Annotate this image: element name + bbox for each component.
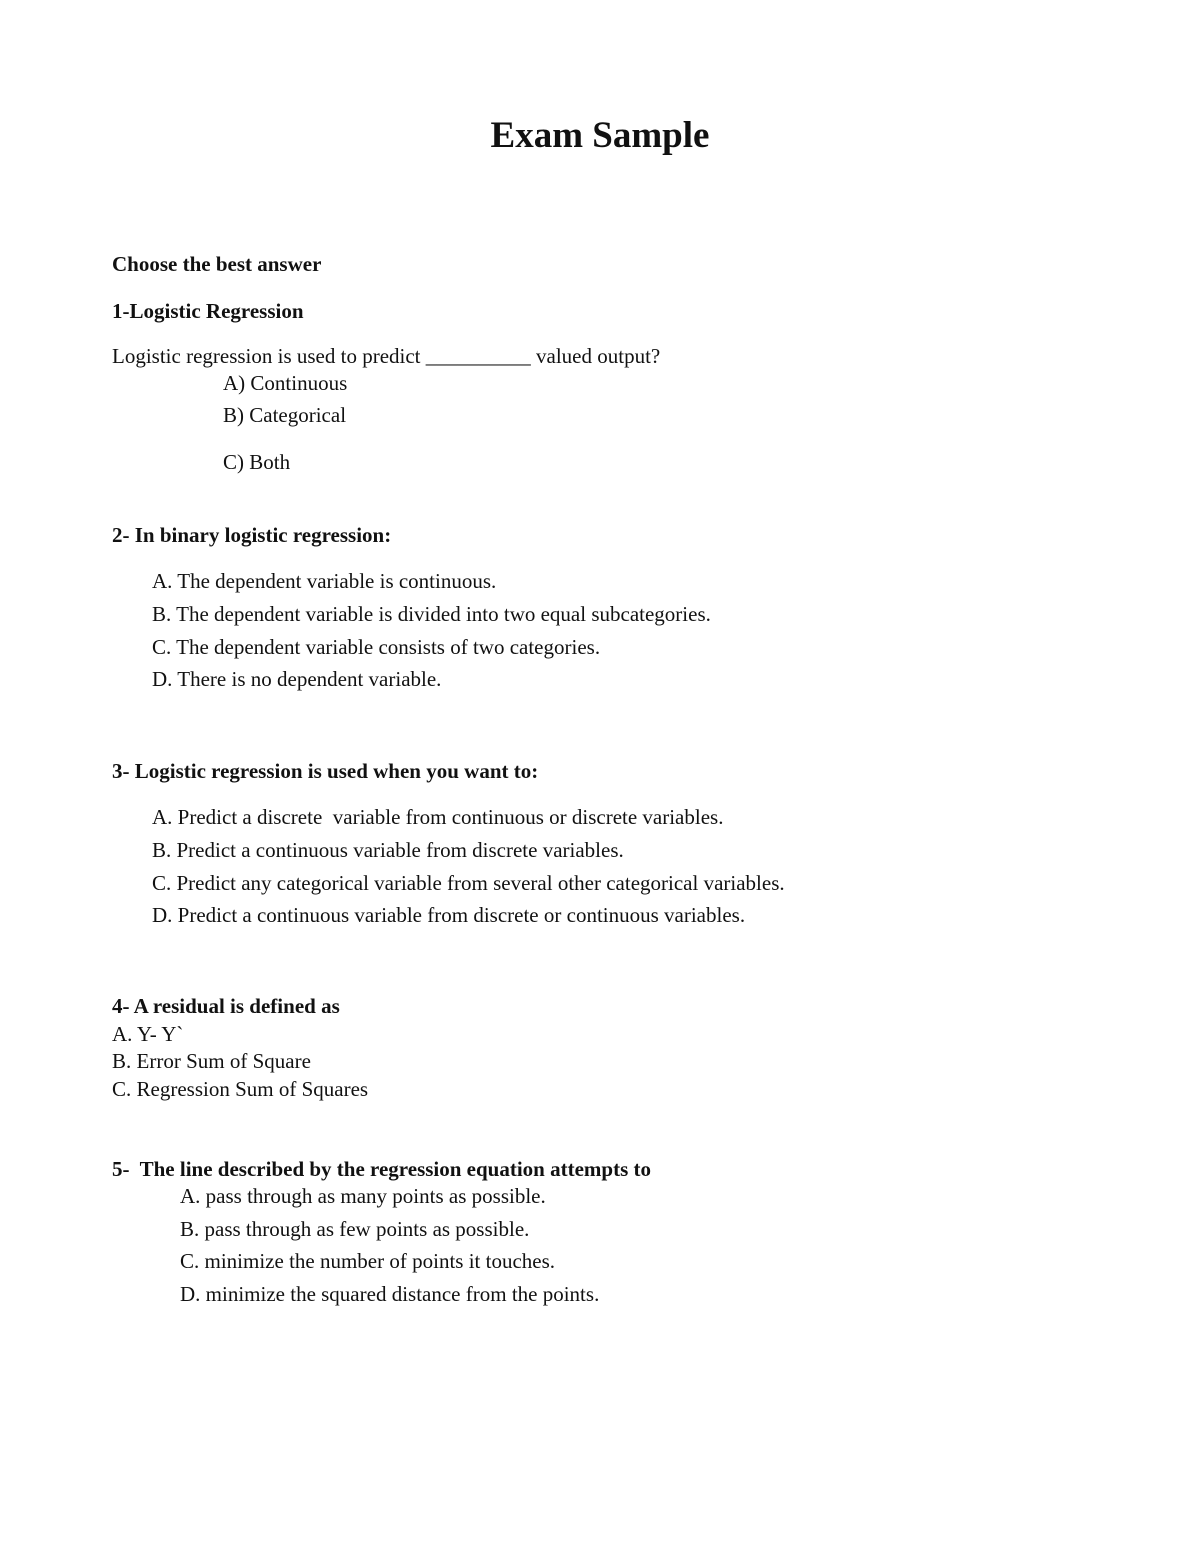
question-2-option-d: D. There is no dependent variable.	[152, 667, 442, 691]
page-title: Exam Sample	[490, 115, 710, 156]
question-1-option-a: A) Continuous	[223, 371, 348, 395]
question-4-option-b: B. Error Sum of Square	[112, 1049, 311, 1073]
question-5-option-a: A. pass through as many points as possible.	[180, 1184, 546, 1208]
question-2-option-b: B. The dependent variable is divided into two equal subcategories.	[152, 602, 711, 626]
question-4-option-c: C. Regression Sum of Squares	[112, 1077, 369, 1101]
question-1-text: Logistic regression is used to predict __________ valued output?	[112, 344, 661, 368]
question-5-option-c: C. minimize the number of points it touches.	[180, 1249, 556, 1273]
question-1-option-c: C) Both	[223, 450, 291, 474]
question-3-option-c: C. Predict any categorical variable from several other categorical variables.	[152, 871, 785, 895]
instruction-text: Choose the best answer	[112, 252, 322, 276]
question-1-option-b: B) Categorical	[223, 403, 347, 427]
question-3-option-b: B. Predict a continuous variable from discrete variables.	[152, 838, 624, 862]
question-3-heading: 3- Logistic regression is used when you want to:	[112, 759, 539, 783]
question-5-option-d: D. minimize the squared distance from the points.	[180, 1282, 600, 1306]
question-1-heading: 1-Logistic Regression	[112, 299, 304, 323]
question-4-heading: 4- A residual is defined as	[112, 994, 340, 1018]
question-2-option-a: A. The dependent variable is continuous.	[152, 569, 497, 593]
question-2-option-c: C. The dependent variable consists of two categories.	[152, 635, 601, 659]
question-4-option-a: A. Y- Y`	[112, 1022, 184, 1046]
question-3-option-d: D. Predict a continuous variable from discrete or continuous variables.	[152, 903, 746, 927]
question-2-heading: 2- In binary logistic regression:	[112, 523, 392, 547]
question-5-option-b: B. pass through as few points as possible.	[180, 1217, 530, 1241]
question-3-option-a: A. Predict a discrete variable from continuous or discrete variables.	[152, 805, 724, 829]
question-5-heading: 5- The line described by the regression equation attempts to	[112, 1157, 651, 1181]
